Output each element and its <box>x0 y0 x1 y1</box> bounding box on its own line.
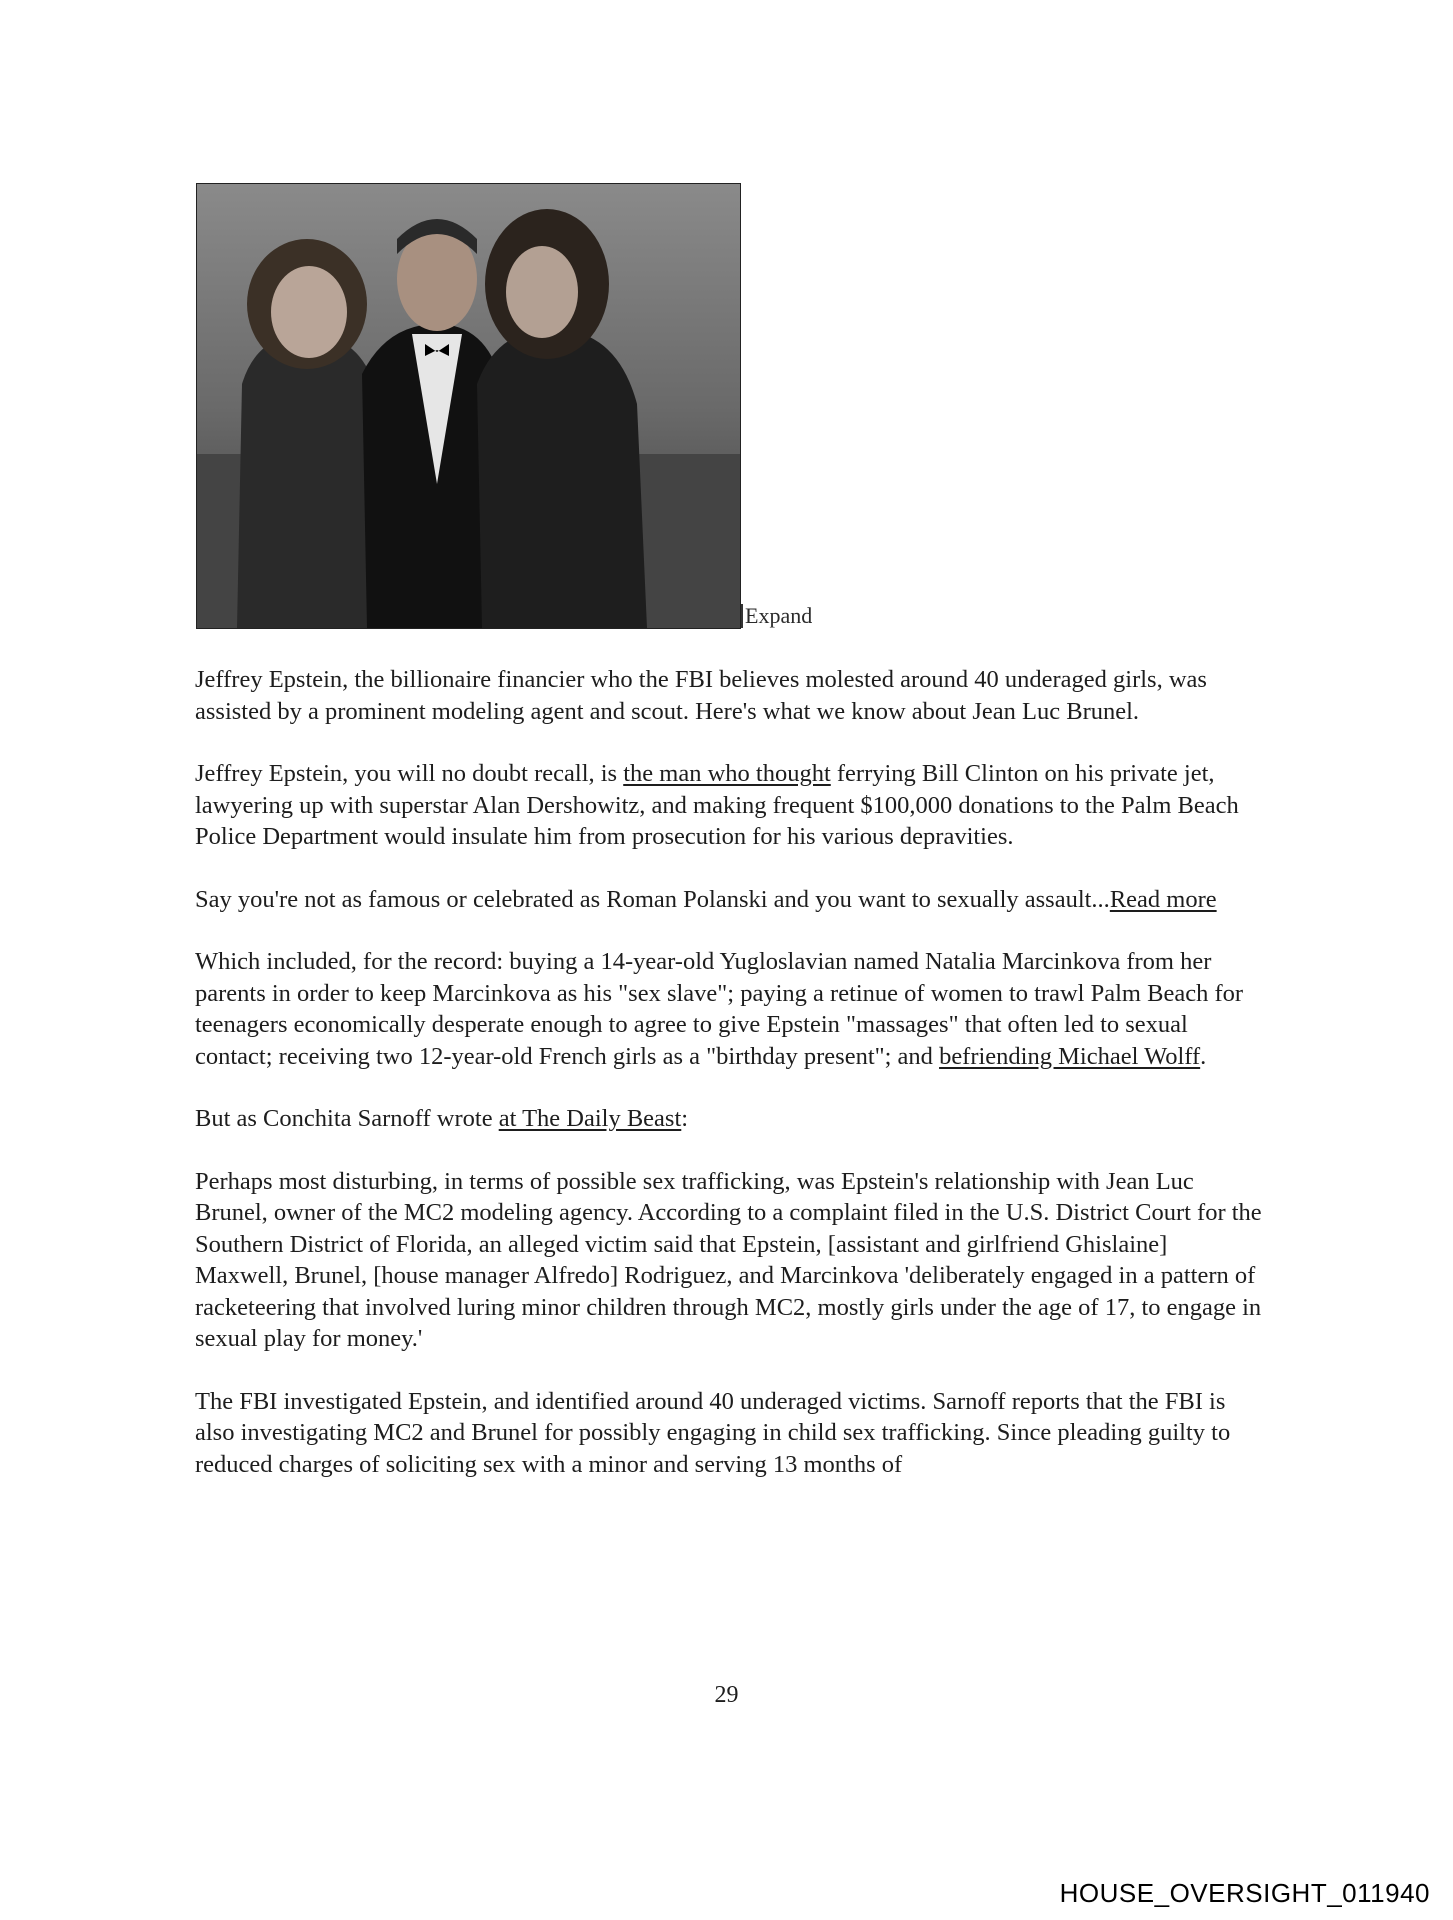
article-photo <box>196 183 741 629</box>
paragraph-text: : <box>681 1105 689 1132</box>
photo-image <box>197 184 740 628</box>
paragraph-text: Which included, for the record: buying a 14-year-old Yugloslavian named Natalia Marcinkova from her parents in order to keep Marcinkova as his "sex slave"; paying a retinue of women to trawl Palm Beach for teenagers economically desperate enough to agree to give Epstein "massages" that often led to sexual contact; receiving two 12-year-old French girls as a "birthday present"; and <box>195 948 1244 1070</box>
bates-number: HOUSE_OVERSIGHT_011940 <box>1059 1878 1430 1908</box>
link-the-man-who-thought[interactable]: the man who thought <box>623 760 831 787</box>
article-body <box>195 664 1265 1511</box>
paragraph-sarnoff <box>195 1103 1265 1135</box>
paragraph-text: Say you're not as famous or celebrated as Roman Polanski and you want to sexually assault... <box>195 885 1110 913</box>
paragraph-quote: Perhaps most disturbing, in terms of possible sex trafficking, was Epstein's relationship with Jean Luc Brunel, owner of the MC2 modeling agency. According to a complaint filed in the U.S. District Court for the Southern District of Florida, an alleged victim said that Epstein, [assistant and girlfriend Ghislaine] Maxwell, Brunel, [house manager Alfredo] Rodriguez, and Marcinkova 'deliberately engaged in a pattern of racketeering that involved luring minor children through MC2, mostly girls under the age of 17, to engage in sexual play for money.' <box>195 1167 1262 1352</box>
paragraph-text: But as Conchita Sarnoff wrote <box>195 1105 499 1132</box>
link-daily-beast[interactable]: at The Daily Beast <box>498 1105 682 1132</box>
paragraph-intro: Jeffrey Epstein, the billionaire financier who the FBI believes molested around 40 underaged girls, was assisted by a prominent modeling agent and scout. Here's what we know about Jean Luc Brunel. <box>195 666 1207 725</box>
page-number: 29 <box>714 1682 739 1708</box>
paragraph-text: Jeffrey Epstein, you will no doubt recall, is <box>195 760 624 787</box>
read-more-link[interactable]: Read more <box>1109 885 1217 913</box>
paragraph-epstein-recall <box>195 758 1265 853</box>
link-befriending-michael-wolff[interactable]: befriending Michael Wolff <box>939 1042 1201 1070</box>
paragraph-fbi-investigated: The FBI investigated Epstein, and identified around 40 underaged victims. Sarnoff reports that the FBI is also investigating MC2 and Brunel for possibly engaging in child sex trafficking. Since pleading guilty to reduced charges of soliciting sex with a minor and serving 13 months of <box>195 1387 1231 1478</box>
paragraph-polanski <box>195 884 1265 916</box>
paragraph-text: . <box>1200 1042 1207 1070</box>
paragraph-text: ferrying Bill Clinton on his private jet, lawyering up with superstar Alan Dershowitz, and making frequent $100,000 donations to the Palm Beach Police Department would insulate him from prosecution for his various depravities. <box>195 760 1239 850</box>
paragraph-which-included <box>195 946 1265 1072</box>
expand-link[interactable]: Expand <box>741 604 812 628</box>
